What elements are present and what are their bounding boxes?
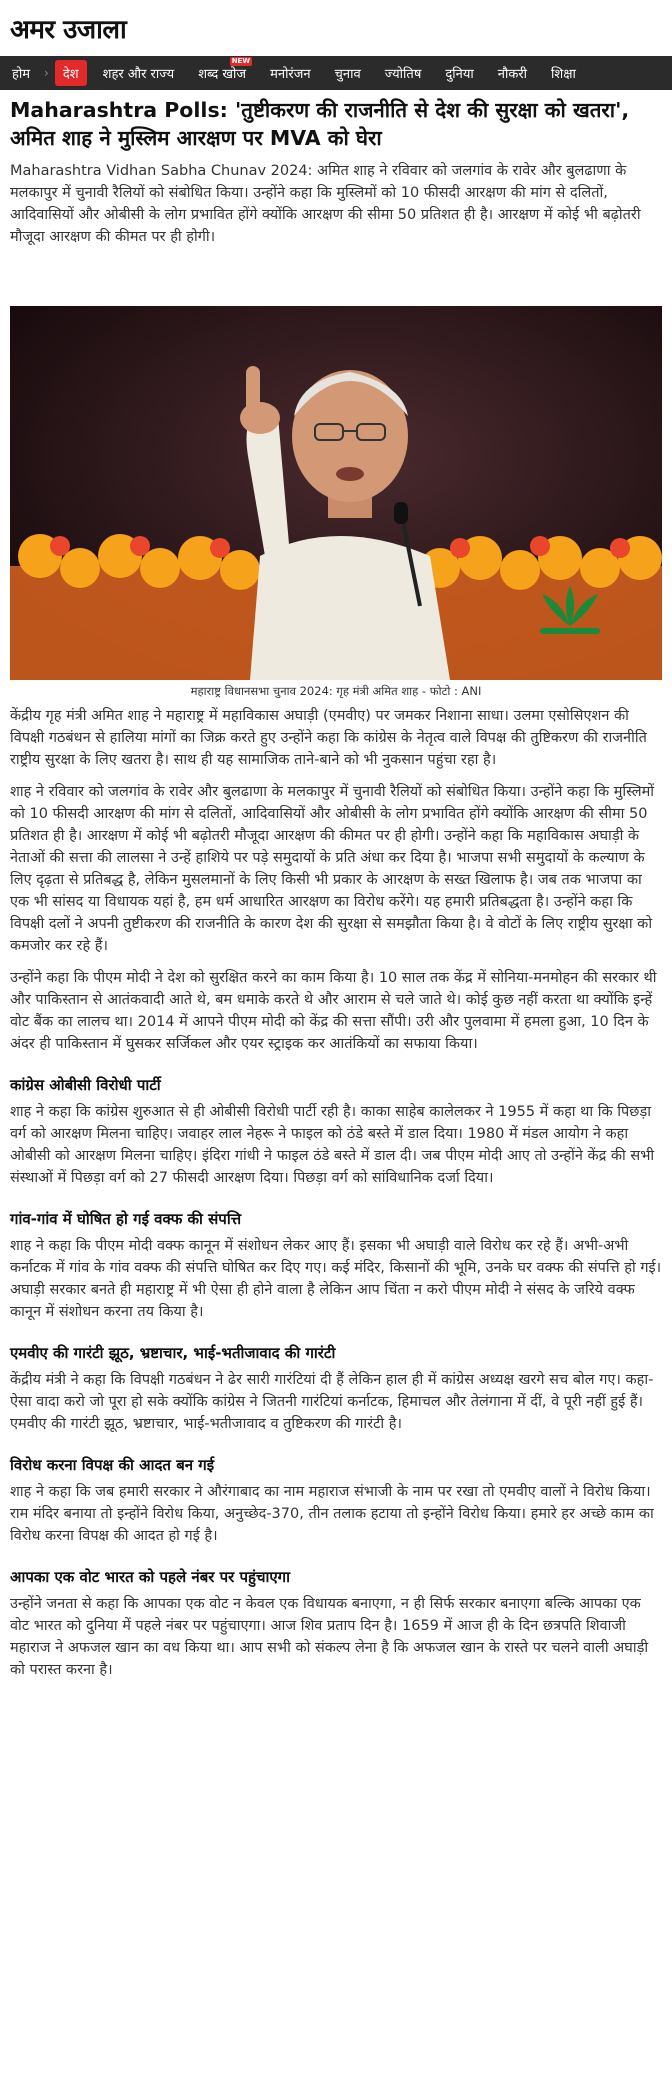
paragraph: केंद्रीय गृह मंत्री अमित शाह ने महाराष्ट्र में महाविकास अघाड़ी (एमवीए) पर जमकर निशाना साधा। उलमा एसोसिएशन की विपक्षी गठबंधन से हालिया मांगों का जिक्र करते हुए उन्होंने कहा कि कांग्रेस के नेतृत्व वाले विपक्ष की तुष्टिकरण की राजनीति राष्ट्रीय सुरक्षा के लिए खतरा है। साथ ही यह सामाजिक ताने-बाने को भी नुकसान पहुंचा रहा है। — [10, 708, 647, 768]
paragraph: शाह ने कहा कि पीएम मोदी वक्फ कानून में संशोधन लेकर आए हैं। इसका भी अघाड़ी वाले विरोध कर रहे हैं। अभी-अभी कर्नाटक में गांव के गांव वक्फ की संपत्ति घोषित कर दिए गए। कई मंदिर, किसानों की भूमि, उनके घर वक्फ की संपत्ति हो गई। अघाड़ी सरकार बनते ही महाराष्ट्र में भी ऐसा ही होने वाला है लेकिन आप चिंता न करो पीएम मोदी ने संसद के जरिये वक्फ कानून में संशोधन करना तय किया है। — [10, 1238, 662, 1320]
article-summary: Maharashtra Vidhan Sabha Chunav 2024: अमित शाह ने रविवार को जलगांव के रावेर और बुलढाणा के मलकापुर में चुनावी रैलियों को संबोधित किया। उन्होंने कहा कि मुस्लिमों को 10 फीसदी आरक्षण की मांग से दलितों, आदिवासियों और ओबीसी के लोग प्रभावित होंगे क्योंकि आरक्षण की सीमा 50 प्रतिशत ही है। आरक्षण में कोई भी बढ़ोतरी मौजूदा आरक्षण की कीमत पर ही होगी। — [10, 163, 641, 245]
section-heading: विरोध करना विपक्ष की आदत बन गई — [10, 1456, 215, 1474]
nav-home[interactable]: होम — [12, 67, 31, 82]
paragraph: उन्होंने जनता से कहा कि आपका एक वोट न केवल एक विधायक बनाएगा, न ही सिर्फ सरकार बनाएगा बल्कि आपका एक वोट भारत को दुनिया में पहले नंबर पर पहुंचाएगा। आज शिव प्रताप दिन है। 1659 में आज ही के दिन छत्रपति शिवाजी महाराज ने अफजल खान का वध किया था। आप सभी को संकल्प लेना है कि अफजल खान के रास्ते पर चलने वाली अघाड़ी को परास्त करना है। — [10, 1596, 649, 1678]
nav-item-jyotish[interactable]: ज्योतिष — [384, 67, 422, 82]
hero-image[interactable] — [10, 306, 662, 680]
site-header — [0, 0, 672, 56]
speaker-photo-illustration — [10, 306, 662, 680]
section-heading: एमवीए की गारंटी झूठ, भ्रष्टाचार, भाई-भतीजावाद की गारंटी — [10, 1344, 336, 1362]
paragraph: शाह ने रविवार को जलगांव के रावेर और बुलढाणा के मलकापुर में चुनावी रैलियों को संबोधित किया। उन्होंने कहा कि मुस्लिमों को 10 फीसदी आरक्षण की मांग से दलितों, आदिवासियों और ओबीसी के लोग प्रभावित होंगे क्योंकि आरक्षण की सीमा 50 प्रतिशत ही है। आरक्षण में कोई भी बढ़ोतरी मौजूदा आरक्षण की कीमत पर ही होगी। उन्होंने कहा कि महाविकास अघाड़ी के नेताओं की सत्ता की लालसा ने उन्हें हाशिये पर पड़े समुदायों के प्रति अंधा कर दिया है। भाजपा सभी समुदायों के कल्याण के लिए दृढ़ता से प्रतिबद्ध है, लेकिन मुसलमानों के लिए किसी भी प्रकार के आरक्षण के सख्त खिलाफ है। जब तक भाजपा का एक भी सांसद या विधायक यहां है, हम धर्म आधारित आरक्षण का विरोध करेंगे। यह हमारी प्रतिबद्धता है। उन्होंने कहा कि विपक्षी दलों ने अपनी तुष्टीकरण की राजनीति के कारण देश की सुरक्षा से समझौता किया है। वे वोटों के लिए राष्ट्रीय सुरक्षा को कमजोर कर रहे हैं। — [10, 784, 655, 954]
article-headline: Maharashtra Polls: 'तुष्टीकरण की राजनीति से देश की सुरक्षा को खतरा', अमित शाह ने मुस्लिम आरक्षण पर MVA को घेरा — [10, 98, 630, 150]
nav-item-naukri[interactable]: नौकरी — [497, 67, 528, 82]
main-nav — [0, 56, 672, 90]
section-heading: आपका एक वोट भारत को पहले नंबर पर पहुंचाएगा — [10, 1568, 291, 1586]
nav-item-duniya[interactable]: दुनिया — [445, 67, 474, 82]
section-heading: गांव-गांव में घोषित हो गई वक्फ की संपत्ति — [10, 1210, 242, 1228]
nav-item-label: शब्द खोज — [198, 67, 247, 82]
nav-item-shabd-khoj[interactable] — [186, 56, 258, 90]
paragraph: उन्होंने कहा कि पीएम मोदी ने देश को सुरक्षित करने का काम किया है। 10 साल तक केंद्र में सोनिया-मनमोहन की सरकार थी और पाकिस्तान से आतंकवादी आते थे, बम धमाके करते थे और आराम से चले जाते थे। कोई कुछ नहीं करता था क्योंकि इन्हें वोट बैंक का लालच था। 2014 में आपने पीएम मोदी को केंद्र की सत्ता सौंपी। उरी और पुलवामा में हमला हुआ, 10 दिन के अंदर ही पाकिस्तान में घुसकर सर्जिकल और एयर स्ट्राइक कर आतंकियों का सफाया किया। — [10, 970, 657, 1052]
nav-item-desh[interactable]: देश — [55, 60, 87, 86]
nav-item-shiksha[interactable]: शिक्षा — [551, 67, 576, 82]
nav-item-chunav[interactable]: चुनाव — [334, 67, 361, 82]
section-heading: कांग्रेस ओबीसी विरोधी पार्टी — [10, 1076, 161, 1094]
new-badge: NEW — [231, 57, 251, 65]
paragraph: शाह ने कहा कि जब हमारी सरकार ने औरंगाबाद का नाम महाराज संभाजी के नाम पर रखा तो एमवीए वालों ने विरोध किया। राम मंदिर बनाया तो इन्होंने विरोध किया, अनुच्छेद-370, तीन तलाक हटाया तो इन्होंने विरोध किया। हमारे हर अच्छे काम का विरोध करना विपक्ष की आदत हो गई है। — [10, 1484, 654, 1544]
nav-item-shahar-aur-rajya[interactable]: शहर और राज्य — [102, 67, 175, 82]
article — [0, 96, 672, 1681]
nav-item-manoranjan[interactable]: मनोरंजन — [270, 67, 311, 82]
paragraph: शाह ने कहा कि कांग्रेस शुरुआत से ही ओबीसी विरोधी पार्टी रही है। काका साहेब कालेलकर ने 1955 में कहा था कि पिछड़ा वर्ग को आरक्षण मिलना चाहिए। जवाहर लाल नेहरू ने फाइल को ठंडे बस्ते में डाल दिया। 1980 में मंडल आयोग ने कहा ओबीसी को आरक्षण मिलना चाहिए। इंदिरा गांधी ने फाइल ठंडे बस्ते में डाल दी। जब पीएम मोदी आए तो उन्होंने केंद्र की सभी संस्थाओं में पिछड़ा वर्ग को 27 फीसदी आरक्षण दिया। पिछड़ा वर्ग को सांविधानिक दर्जा दिया। — [10, 1104, 655, 1186]
site-logo[interactable]: अमर उजाला — [10, 15, 127, 45]
chevron-right-icon: › — [44, 66, 49, 80]
image-caption: महाराष्ट्र विधानसभा चुनाव 2024: गृह मंत्री अमित शाह - फोटो : ANI — [190, 684, 482, 698]
paragraph: केंद्रीय मंत्री ने कहा कि विपक्षी गठबंधन ने ढेर सारी गारंटियां दी हैं लेकिन हाल ही में कांग्रेस अध्यक्ष खरगे सच बोल गए। कहा-ऐसा वादा करो जो पूरा हो सके क्योंकि कांग्रेस ने जितनी गारंटियां कर्नाटक, हिमाचल और तेलंगाना में दीं, वे पूरी नहीं हुई हैं। एमवीए की गारंटी झूठ, भ्रष्टाचार, भाई-भतीजावाद व तुष्टिकरण की गारंटी है। — [10, 1372, 654, 1432]
